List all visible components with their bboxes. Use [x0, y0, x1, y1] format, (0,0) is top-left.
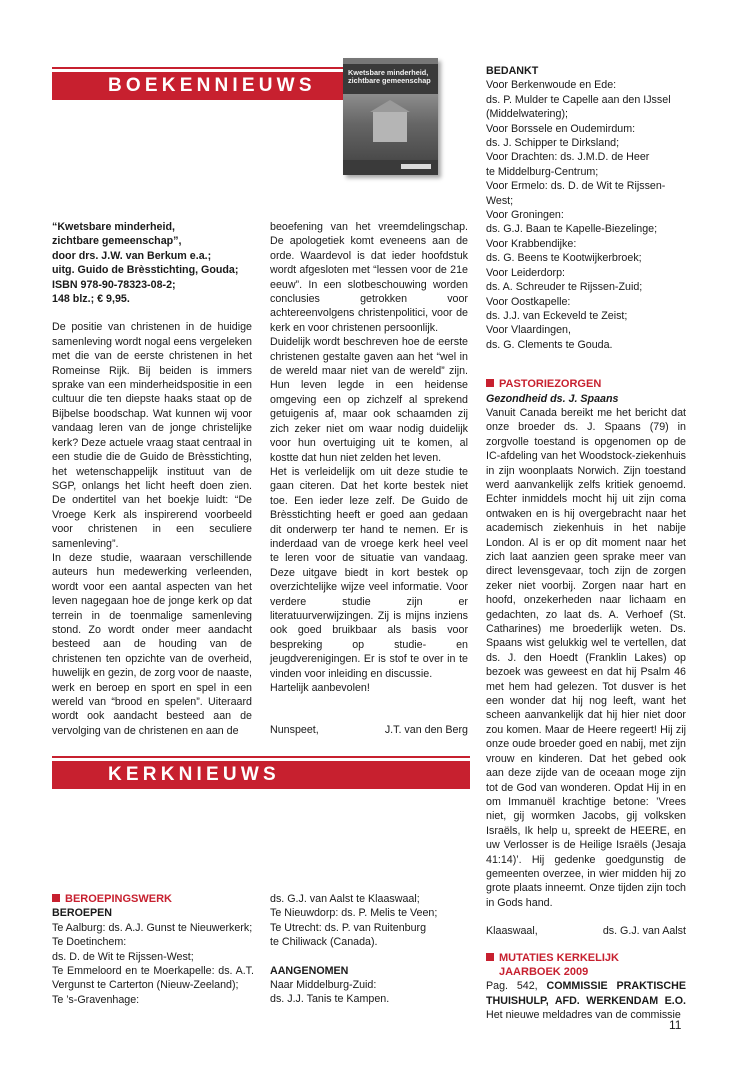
book-cover-roof-shape — [370, 100, 410, 112]
beroepen-entry: ds. D. de Wit te Rijssen-West; — [52, 950, 194, 963]
book-cover-title — [343, 64, 438, 85]
review-column-1 — [52, 220, 252, 738]
book-info-line: ISBN 978-90-78323-08-2; — [52, 278, 176, 291]
bedankt-entry: Voor Krabbendijke: — [486, 237, 577, 250]
bedankt-entry: ds. J.J. van Eckeveld te Zeist; — [486, 309, 628, 322]
pastoriezorgen-heading: PASTORIEZORGEN — [486, 377, 686, 391]
mutaties-heading: MUTATIES KERKELIJK — [486, 951, 686, 965]
review-paragraph: In deze studie, waaraan verschillende auteurs hun medewerking verleenden, wordt voor een aantal aspecten van het leven nagegaan hoe de jonge kerk op dat terrein in de toenmalige samenleving stond. Zo wordt onder meer aandacht besteed aan de houding van de christenen ten opzichte van de overheid, huwelijk en gezin, de zorg voor de naaste, werk en beroep en sport en spel in een wereld van “brood en spelen”. Uiteraard wordt ook aandacht besteed aan de vervolging van de christenen en aan de — [52, 551, 252, 737]
pastoriezorgen-subheading: Gezondheid ds. J. Spaans — [486, 392, 619, 405]
bedankt-entry: Voor Groningen: — [486, 209, 564, 222]
book-info-line: door drs. J.W. van Berkum e.a.; — [52, 249, 212, 262]
beroepen-entry: Te Utrecht: ds. P. van Ruitenburg — [270, 921, 427, 934]
bedankt-entry: ds. A. Schreuder te Rijssen-Zuid; — [486, 281, 643, 294]
bedankt-entry: Voor Berkenwoude en Ede: — [486, 79, 617, 92]
beroepen-entry: Te Nieuwdorp: ds. P. Melis te Veen; — [270, 907, 438, 920]
banner-top-rule — [52, 67, 350, 69]
beroepingswerk-column-2 — [270, 892, 468, 1007]
bedankt-entry: Voor Drachten: ds. J.M.D. de Heer — [486, 151, 650, 164]
bedankt-entry: ds. G. Beens te Kootwijkerbroek; — [486, 252, 642, 265]
page-number: 11 — [669, 1018, 682, 1032]
boekennieuws-title: BOEKENNIEUWS — [108, 75, 316, 96]
book-info — [52, 220, 252, 306]
book-info-line: 148 blz.; € 9,95. — [52, 293, 130, 306]
bedankt-entry: Voor Borssele en Oudemirdum: — [486, 122, 636, 135]
beroepen-entry: Te Emmeloord en te Moerkapelle: ds. A.T. Vergunst te Carterton (Nieuw-Zeeland); — [52, 965, 254, 992]
mutaties-heading-line2: JAARBOEK 2009 — [499, 965, 589, 978]
review-paragraph: De positie van christenen in de huidige samenleving wordt nogal eens vergeleken met die van de eerste christenen in het Romeinse Rijk. Bij beiden is immers sprake van een minderheidspositie in een cultuur die ten diepste haaks staat op de Bijbelse boodschap. Wat kunnen wij voor vandaag leren van de jonge christelijke kerk? Deze actuele vraag staat centraal in een studie die de Guido de Brèsstichting, het wetenschappelijk instituut van de SGP, onlangs het licht heeft doen zien. De ondertitel van het boekje luidt: “De Vroege Kerk als inspirerend voorbeeld voor christenen in een seculiere samenleving”. — [52, 321, 252, 550]
section-square-icon — [486, 379, 494, 387]
section-square-icon — [486, 953, 494, 961]
book-info-line: “Kwetsbare minderheid, — [52, 221, 175, 233]
mutaties-ref: Pag. 542, — [486, 980, 538, 993]
aangenomen-entry: Naar Middelburg-Zuid: — [270, 979, 377, 992]
bedankt-entry: Voor Oostkapelle: — [486, 295, 571, 308]
section-square-icon — [52, 894, 60, 902]
kerknieuws-banner — [52, 761, 470, 789]
review-paragraph: Het is verleidelijk om uit deze studie te gaan citeren. Dat het korte bestek niet toe. Een ieder leze zelf. De Guido de Brèsstichting heeft er goed aan gedaan dit onderwerp ter hand te nemen. Er is inderdaad van de vroege kerk heel veel te leren voor de situatie van vandaag. Deze uitgave biedt in kort bestek op overzichtelijke wijze veel informatie. Voor verdere studie zijn er literatuurverwijzingen. Zij is mijns inziens ook goed bruikbaar als basis voor bespreking op studie- en jeugdverenigingen. Er is stof te over in te vinden voor inleiding en discussie. — [270, 465, 468, 680]
pastoriezorgen-text: Vanuit Canada bereikt me het bericht dat onze broeder ds. J. Spaans (79) in zorgvolle toestand is opgenomen op de IC-afdeling van het Woodstock-ziekenhuis in zijn woonplaats Norwich. Zijn toestand werd aanvankelijk zelfs kritiek genoemd. Echter inmiddels mocht hij uit zijn coma ontwaken en is hij overgebracht naar het academisch ziekenhuis in het nabije London. Al is er op dit moment naar het zich laat aanzien geen sprake meer van direct levensgevaar, toch zijn de zorgen zeker niet voorbij. Zorgen naar hart en hoofd, onzekerheden naar lichaam en gedachten, zo laat ds. A. Verhoef (St. Catharines) me broederlijk weten. Ds. Spaans wist gelukkig wel te vertellen, dat ds. J. den Hoedt (Franklin Lakes) op bezoek was geweest en dat hij Psalm 46 met hem had gelezen. Tot dusver is het een wonder dat hij nog leeft, want het scheen aanvankelijk dat hij hier niet door zou komen. Maar de Heere regeert! Hij zij onze oude broeder goed en nabij, met zijn vrouw en kinderen. Dat het gebed ook aan deze zijde van de oceaan moge zijn tot de God van wonderen. Opdat Hij in en om Immanuël krachtige betone: ’Vrees niet, gij wormken Jacobs, gij volksken Israëls, Ik help u, spreekt de HEERE, en uw Verlosser is de Heilige Israëls (Jesaja 41:14)’. Hij gedenke goedgunstig de gemeenten overzee, in wier midden hij zo grote plaats inneemt. Onze tijden zijn toch in Gods hand. — [486, 406, 686, 909]
banner-top-rule — [52, 756, 470, 758]
pastoriezorgen-signature — [486, 924, 686, 938]
bedankt-entry: Voor Ermelo: ds. D. de Wit te Rijssen-West; — [486, 180, 666, 207]
aangenomen-label: AANGENOMEN — [270, 964, 349, 977]
signature-place: Nunspeet, — [270, 724, 319, 737]
review-signature — [270, 723, 468, 737]
book-cover-image — [343, 58, 438, 175]
review-column-2 — [270, 220, 468, 738]
bedankt-entry: Voor Vlaardingen, — [486, 324, 571, 337]
book-info-line: uitg. Guido de Brèsstichting, Gouda; — [52, 264, 239, 277]
bedankt-entry: ds. G.J. Baan te Kapelle-Biezelinge; — [486, 223, 658, 236]
book-cover-publisher-logo — [401, 164, 431, 169]
beroepen-entry: ds. G.J. van Aalst te Klaaswaal; — [270, 893, 420, 905]
bedankt-entry: ds. P. Mulder te Capelle aan den IJssel (Middelwatering); — [486, 93, 671, 121]
book-cover-title-line1: Kwetsbare minderheid, — [348, 68, 429, 77]
bedankt-entry: ds. J. Schipper te Dirksland; — [486, 137, 620, 150]
book-info-line: zichtbare gemeenschap”, — [52, 235, 182, 248]
book-cover-photo — [343, 94, 438, 160]
right-column — [486, 64, 686, 1023]
bedankt-entry: ds. G. Clements te Gouda. — [486, 338, 613, 351]
signature-name: ds. G.J. van Aalst — [602, 925, 686, 938]
beroepingswerk-column-1 — [52, 892, 254, 1007]
mutaties-text — [486, 979, 686, 1022]
bedankt-entry: Voor Leiderdorp: — [486, 266, 566, 279]
review-paragraph: beoefening van het vreemdelingschap. De apologetiek komt eveneens aan de orde. Waardevol is dat ieder hoofdstuk wordt afgesloten met “lessen voor de 21e eeuw”. In een slotbeschouwing worden conclusies getrokken voor achtereenvolgens christenpolitici, voor de kerk en voor christenen persoonlijk. — [270, 221, 468, 334]
review-paragraph: Duidelijk wordt beschreven hoe de eerste christenen gestalte gaven aan het “wel in de wereld maar niet van de wereld” zijn. Hun leven legde in een heidense omgeving een op zichzelf al sprekend getuigenis af, maar ook schaamden zij zich zeker niet om waar nodig duidelijk voor hun overtuiging uit te komen, al kostte dat hun niet zelden het leven. — [270, 336, 468, 464]
aangenomen-entry: ds. J.J. Tanis te Kampen. — [270, 993, 390, 1006]
bedankt-label: BEDANKT — [486, 65, 539, 77]
bedankt-entry: te Middelburg-Centrum; — [486, 165, 599, 178]
beroepen-label: BEROEPEN — [52, 907, 112, 920]
book-cover-house-shape — [373, 112, 407, 142]
signature-name: J.T. van den Berg — [384, 724, 468, 737]
kerknieuws-title: KERKNIEUWS — [108, 764, 280, 785]
mutaties-ref-bold: COMMISSIE PRAKTISCHE THUISHULP, AFD. WERKENDAM E.O. — [486, 980, 686, 1007]
review-closing: Hartelijk aanbevolen! — [270, 682, 370, 694]
book-cover-title-line2: zichtbare gemeenschap — [348, 76, 431, 85]
mutaties-body: Het nieuwe meldadres van de commissie — [486, 1009, 681, 1022]
signature-place: Klaaswaal, — [486, 925, 538, 938]
beroepen-entry: Te ’s-Gravenhage: — [52, 993, 140, 1006]
boekennieuws-banner — [52, 72, 350, 100]
beroepingswerk-heading: BEROEPINGSWERK — [52, 892, 254, 906]
beroepen-entry: te Chiliwack (Canada). — [270, 936, 378, 949]
beroepen-entry: Te Doetinchem: — [52, 936, 127, 949]
beroepen-entry: Te Aalburg: ds. A.J. Gunst te Nieuwerkerk; — [52, 921, 253, 934]
